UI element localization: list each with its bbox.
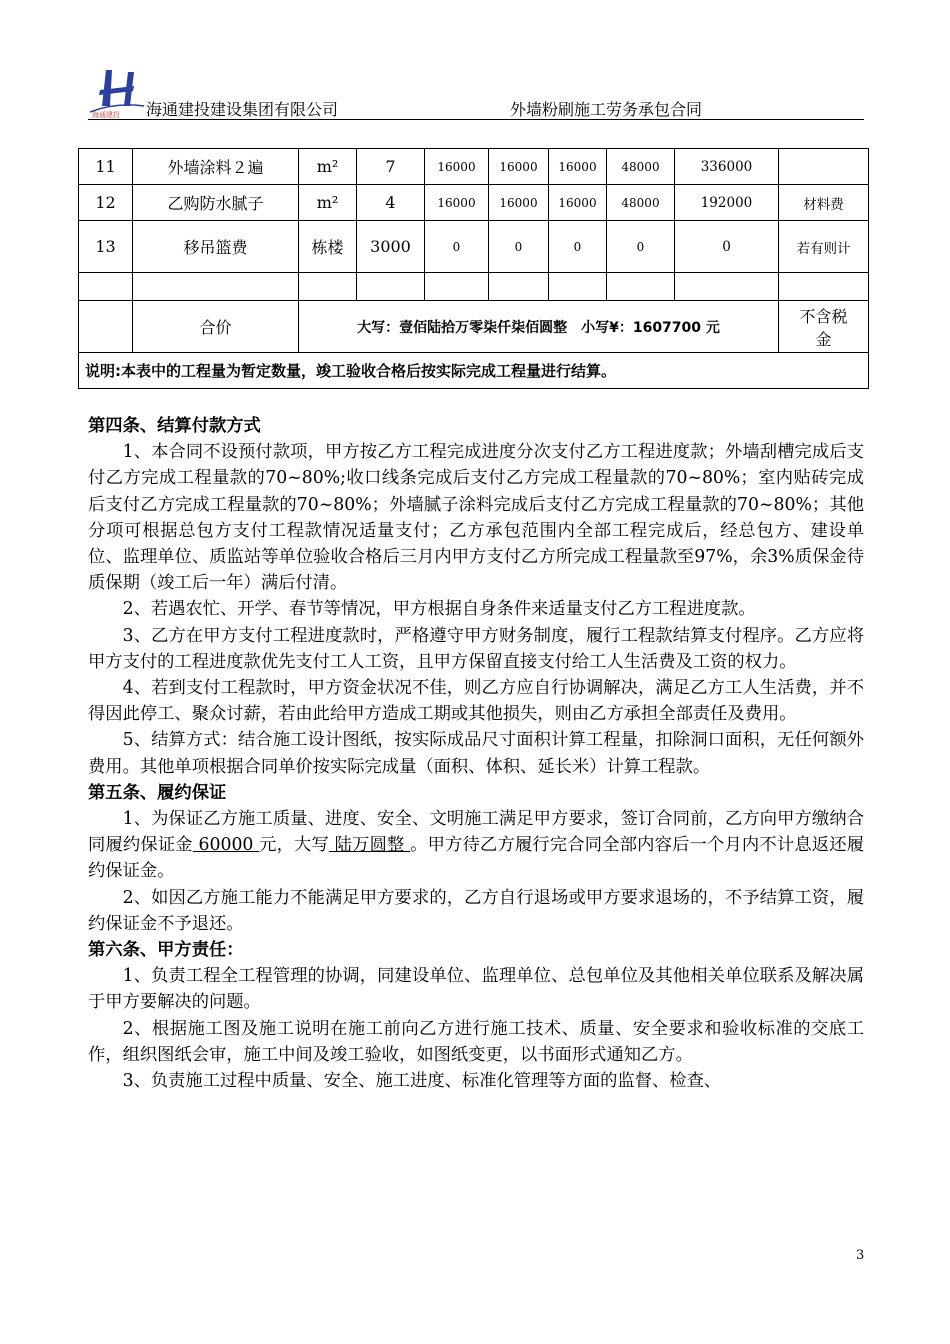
table-total-row <box>79 301 869 353</box>
row-unit-price: 4 <box>357 185 425 221</box>
row-no: 12 <box>79 185 133 221</box>
row-no: 11 <box>79 149 133 185</box>
section-4-para-3: 3、乙方在甲方支付工程进度款时，严格遵守甲方财务制度，履行工程款结算支付程序。乙方应将甲方支付的工程进度款优先支付工人工资，且甲方保留直接支付给工人生活费及工资的权力。 <box>88 625 864 672</box>
row-qty-3: 16000 <box>549 149 607 185</box>
s5-text-b: 元，大写 <box>259 835 329 856</box>
total-remark-line2: 金 <box>815 329 832 349</box>
row-qty-2: 16000 <box>489 149 549 185</box>
row-qty-total: 48000 <box>607 149 675 185</box>
section-6-para-2: 2、根据施工图及施工说明在施工前向乙方进行施工技术、质量、安全要求和验收标准的交底工作，组织图纸会审，施工中间及竣工验收，如图纸变更，以书面形式通知乙方。 <box>88 1018 864 1065</box>
table-note: 说明:本表中的工程量为暂定数量，竣工验收合格后按实际完成工程量进行结算。 <box>79 353 869 389</box>
row-amount: 192000 <box>675 185 779 221</box>
total-label: 合价 <box>133 301 299 353</box>
row-qty-1: 16000 <box>425 149 489 185</box>
section-6-title: 第六条、甲方责任： <box>88 940 244 961</box>
section-6-para-1: 1、负责工程全工程管理的协调，同建设单位、监理单位、总包单位及其他相关单位联系及解决属于甲方要解决的问题。 <box>88 966 864 1013</box>
s5-text-c: 。甲方待乙方履行完合同全部内容后一个月内不计息返还履约保证金。 <box>88 835 864 882</box>
row-unit: m² <box>299 149 357 185</box>
row-item-name: 乙购防水腻子 <box>133 185 299 221</box>
deposit-amount: 60000 <box>192 835 260 856</box>
row-unit: 栋楼 <box>299 221 357 273</box>
logo-h-icon <box>88 66 146 120</box>
row-amount: 336000 <box>675 149 779 185</box>
table-row-empty <box>79 273 869 301</box>
row-remark: 材料费 <box>779 185 869 221</box>
section-5-para-2: 2、如因乙方施工能力不能满足甲方要求的，乙方自行退场或甲方要求退场的，不予结算工资，履约保证金不予退还。 <box>88 887 864 934</box>
logo-text: 海通建投 <box>92 111 120 119</box>
row-qty-total: 48000 <box>607 185 675 221</box>
total-amount-text: 大写：壹佰陆拾万零柒仟柒佰圆整 小写¥：1607700 元 <box>299 301 779 353</box>
document-title: 外墙粉刷施工劳务承包合同 <box>510 100 703 119</box>
row-qty-3: 0 <box>549 221 607 273</box>
section-5-title: 第五条、履约保证 <box>88 782 227 803</box>
row-no: 13 <box>79 221 133 273</box>
page-number: 3 <box>856 1248 865 1263</box>
contract-body <box>88 413 864 1094</box>
row-qty-2: 0 <box>489 221 549 273</box>
row-unit-price: 7 <box>357 149 425 185</box>
company-logo <box>88 66 146 120</box>
section-4-para-5: 5、结算方式：结合施工设计图纸，按实际成品尺寸面积计算工程量，扣除洞口面积，无任何额外费用。其他单项根据合同单价按实际完成量（面积、体积、延长米）计算工程款。 <box>88 730 864 777</box>
section-4-para-2: 2、若遇农忙、开学、春节等情况，甲方根据自身条件来适量支付乙方工程进度款。 <box>122 599 756 620</box>
row-item-name: 外墙涂料２遍 <box>133 149 299 185</box>
row-qty-2: 16000 <box>489 185 549 221</box>
section-4-title: 第四条、结算付款方式 <box>88 416 261 436</box>
company-name: 海通建投建设集团有限公司 <box>146 100 339 119</box>
section-4-para-4: 4、若到支付工程款时，甲方资金状况不佳，则乙方应自行协调解决，满足乙方工人生活费，并不得因此停工、聚众讨薪，若由此给甲方造成工期或其他损失，则由乙方承担全部责任及费用。 <box>88 678 864 725</box>
row-remark: 若有则计 <box>779 221 869 273</box>
header-divider <box>88 119 864 120</box>
section-6-para-3: 3、负责施工过程中质量、安全、施工进度、标准化管理等方面的监督、检查、 <box>122 1071 722 1092</box>
table-row <box>79 149 869 185</box>
row-item-name: 移吊篮费 <box>133 221 299 273</box>
total-remark-line1: 不含税 <box>799 306 848 326</box>
row-qty-1: 16000 <box>425 185 489 221</box>
total-remark <box>779 301 869 353</box>
quantity-table <box>78 148 869 389</box>
table-note-row <box>79 353 869 389</box>
row-qty-total: 0 <box>607 221 675 273</box>
section-4-para-1: 1、本合同不设预付款项，甲方按乙方工程完成进度分次支付乙方工程进度款；外墙刮槽完成后支付乙方完成工程量款的70~80%;收口线条完成后支付乙方完成工程量款的70~80%；室内贴砖完成后支付乙方完成工程量款的70~80%；外墙腻子涂料完成后支付乙方完成工程量款的70~80%；其他分项可根据总包方支付工程款情况适量支付；乙方承包范围内全部工程完成后，经总包方、建设单位、监理单位、质监站等单位验收合格后三月内甲方支付乙方所完成工程量款至97%，余3%质保金待质保期（竣工后一年）满后付清。 <box>88 442 864 594</box>
row-qty-3: 16000 <box>549 185 607 221</box>
s5-text-a: 1、为保证乙方施工质量、进度、安全、文明施工满足甲方要求，签订合同前，乙方向甲方缴纳合同履约保证金 <box>88 809 864 856</box>
table-row <box>79 185 869 221</box>
deposit-amount-words: 陆万圆整 <box>328 835 411 856</box>
row-unit: m² <box>299 185 357 221</box>
table-row <box>79 221 869 273</box>
row-unit-price: 3000 <box>357 221 425 273</box>
row-remark <box>779 149 869 185</box>
row-qty-1: 0 <box>425 221 489 273</box>
section-5-para-1 <box>88 806 864 885</box>
row-amount: 0 <box>675 221 779 273</box>
